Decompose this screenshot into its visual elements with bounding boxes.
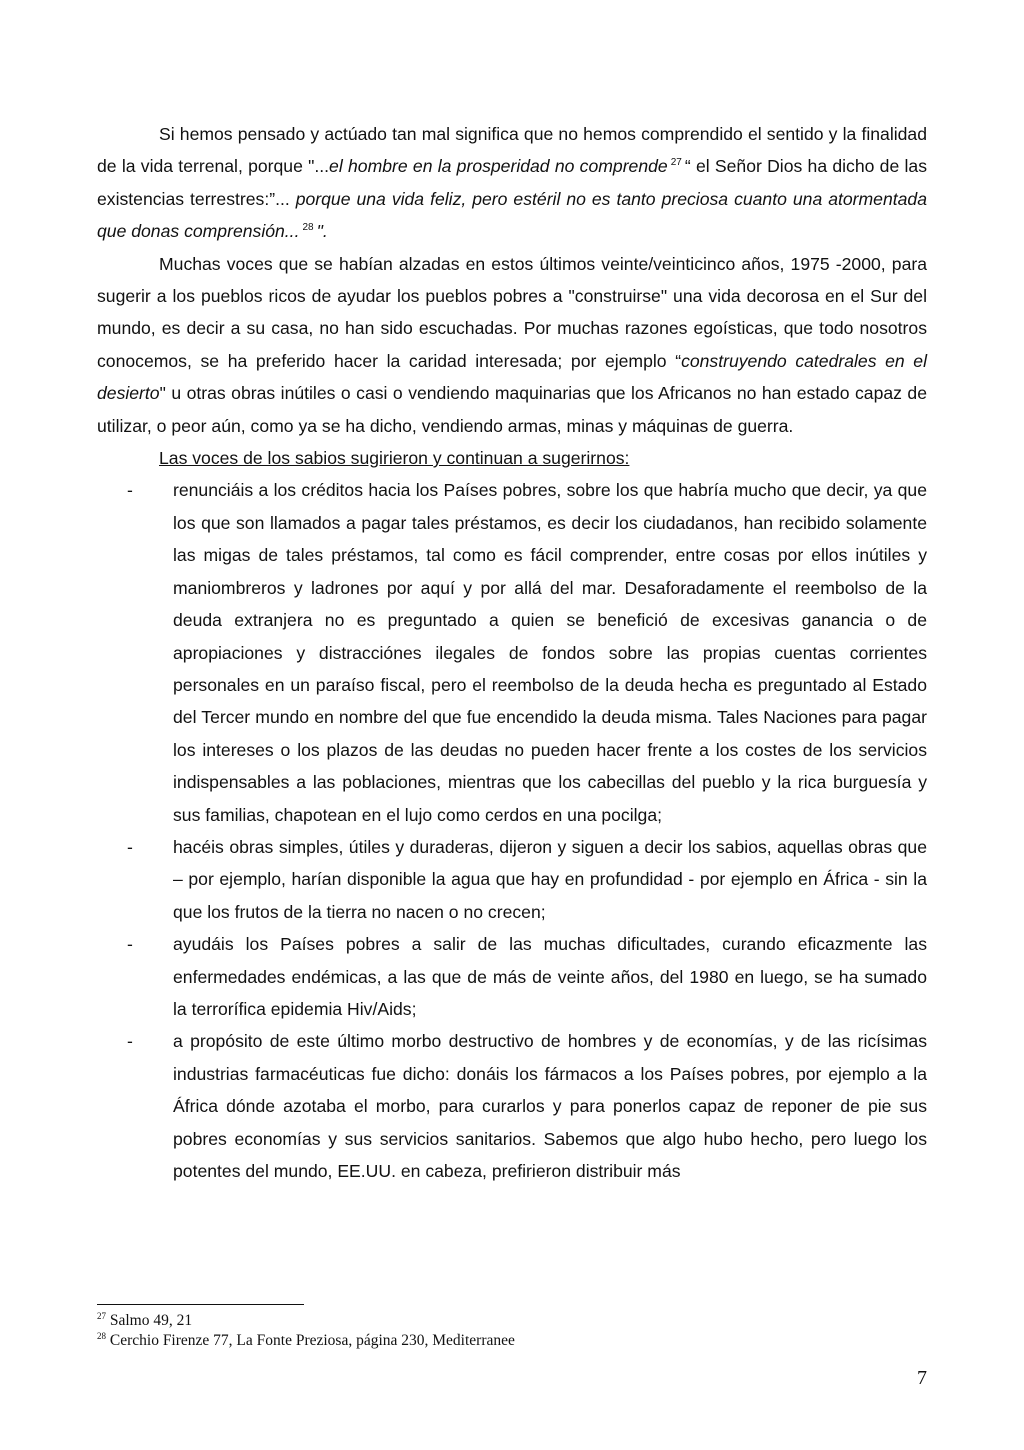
list-item-text: ayudáis los Países pobres a salir de las muchas dificultades, curando eficazmente las enfermedades endémicas, a las que de más de veinte años, del 1980 en luego, se ha sumado la terrorífica epidemia Hiv/Aids;: [173, 934, 927, 1019]
footnote-text: Salmo 49, 21: [109, 1312, 193, 1329]
footnote-number: 27: [97, 1311, 106, 1321]
page-number: 7: [917, 1367, 927, 1389]
dash-bullet: -: [127, 1031, 133, 1052]
italic-quote: el hombre en la prosperidad no comprende: [329, 156, 668, 177]
footnotes: [97, 1311, 927, 1351]
footnote-28: [97, 1331, 927, 1351]
paragraph-text: Muchas voces que se habían alzadas en estos últimos veinte/veinticinco años, 1975 -2000, para sugerir a los pueblos ricos de ayudar los pueblos pobres a "construirse" una vida decorosa en el Sur del mundo, es decir a su casa, no han sido escuchadas. Por muchas razones egoísticas, que todo nosotros conocemos, se ha preferido hacer la caridad interesada; por ejemplo “: [97, 253, 927, 371]
paragraph-text: " u otras obras inútiles o casi o vendiendo maquinarias que los Africanos no han estado capaz de utilizar, o peor aún, como ya se ha dicho, vendiendo armas, minas y máquinas de guerra.: [97, 383, 927, 436]
bullet-list: [97, 474, 927, 1187]
dash-bullet: -: [127, 934, 133, 955]
dash-bullet: -: [127, 480, 133, 501]
italic-quote: construyendo catedrales en el desierto: [97, 350, 928, 404]
paragraph: [97, 248, 927, 442]
footnote-number: 28: [97, 1331, 106, 1341]
list-item: [97, 831, 927, 928]
list-item-text: renunciáis a los créditos hacia los Países pobres, sobre los que habría mucho que decir, ya que los que son llamados a pagar tales préstamos, es decir los ciudadanos, han recibido solamente las migas de tales préstamos, tal como es fácil comprender, entre cosas por ellos inútiles y maniombreros y ladrones por aquí y por allá del mar. Desaforadamente el reembolso de la deuda extranjera no es preguntado a quien se benefició de excesivas ganancia o de apropiaciones y distracciónes ilegales de fondos sobre las propias cuentas corrientes personales en un paraíso fiscal, pero el reembolso de la deuda hecha es preguntado al Estado del Tercer mundo en nombre del que fue encendido la deuda misma. Tales Naciones para pagar los intereses o los plazos de las deudas no pueden hacer frente a los costes de los servicios indispensables a las poblaciones, mientras que los cabecillas del pueblo y la rica burguesía y sus familias, chapotean en el lujo como cerdos en una pocilga;: [173, 480, 927, 825]
underlined-heading: Las voces de los sabios sugirieron y continuan a sugerirnos:: [159, 448, 630, 469]
paragraph: [97, 118, 927, 248]
italic-quote: porque una vida feliz, pero estéril no es tanto preciosa cuanto una atormentada que donas comprensión...: [97, 188, 927, 242]
footnote-ref-28: 28: [302, 222, 314, 234]
footnote-text: Cerchio Firenze 77, La Fonte Preziosa, página 230, Mediterranee: [109, 1332, 515, 1349]
list-item: [97, 928, 927, 1025]
footnote-ref-27: 27: [670, 157, 682, 169]
quote-close: ".: [316, 221, 328, 242]
list-item: [97, 474, 927, 830]
paragraph: [97, 442, 927, 474]
list-item: [97, 1025, 927, 1187]
list-item-text: a propósito de este último morbo destructivo de hombres y de economías, y de las ricísimas industrias farmacéuticas fue dicho: donáis los fármacos a los Países pobres, por ejemplo a la África dónde azotaba el morbo, para curarlos y para ponerlos capaz de reponer de pie sus pobres economías y sus servicios sanitarios. Sabemos que algo hubo hecho, pero luego los potentes del mundo, EE.UU. en cabeza, prefirieron distribuir más: [173, 1031, 927, 1181]
paragraph-text: “ el Señor Dios ha dicho de las existencias terrestres:”...: [97, 156, 927, 209]
footnote-27: [97, 1311, 927, 1331]
dash-bullet: -: [127, 836, 133, 857]
footnote-separator: [97, 1304, 304, 1305]
body-text: [97, 118, 927, 1187]
list-item-text: hacéis obras simples, útiles y duraderas, dijeron y siguen a decir los sabios, aquellas obras que – por ejemplo, harían disponible la agua que hay en profundidad - por ejemplo en África - sin la que los frutos de la tierra no nacen o no crecen;: [173, 836, 927, 922]
paragraph-text: Si hemos pensado y actúado tan mal significa que no hemos comprendido el sentido y la finalidad de la vida terrenal, porque "...: [97, 124, 927, 177]
